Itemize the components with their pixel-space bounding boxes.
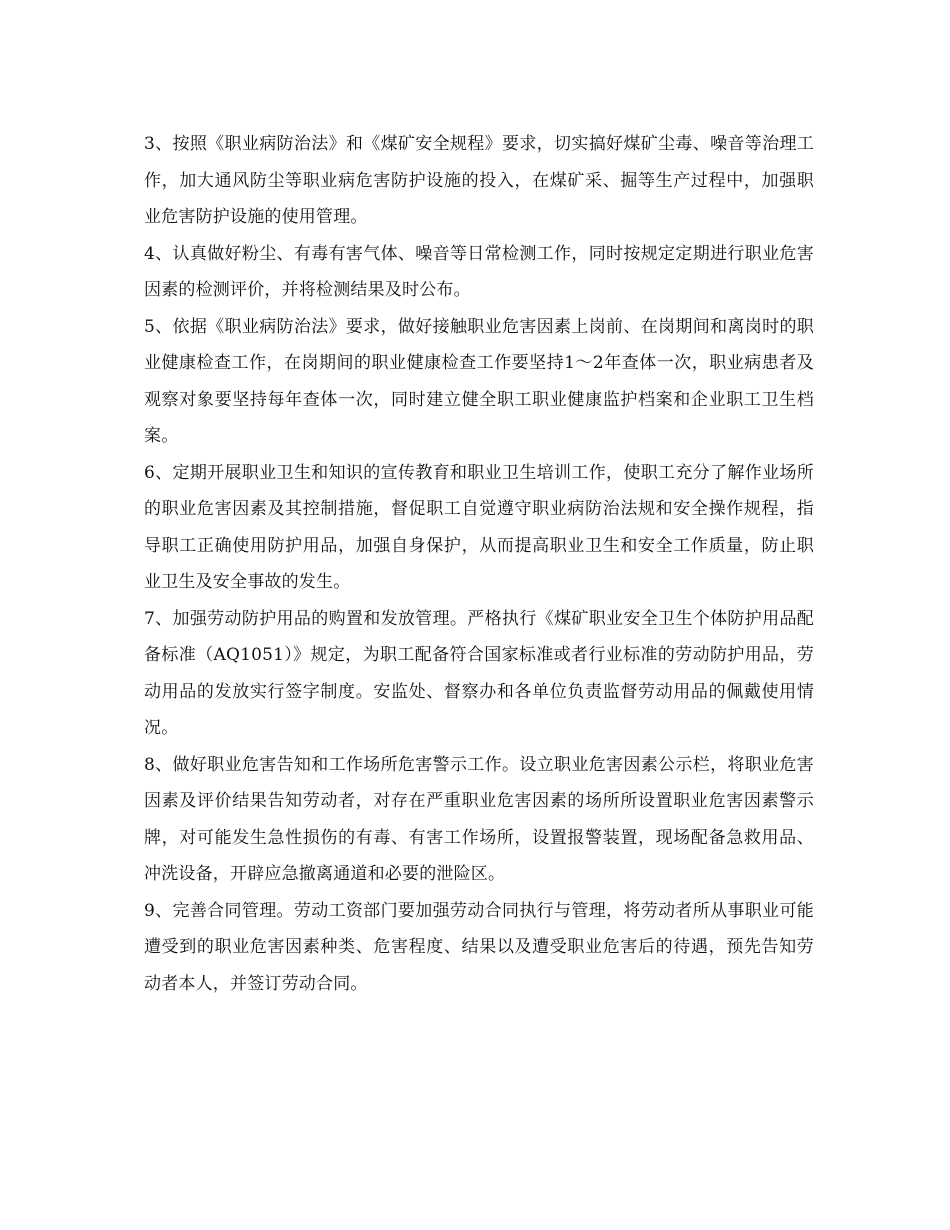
- paragraph-item-9: 9、完善合同管理。劳动工资部门要加强劳动合同执行与管理，将劳动者所从事职业可能遭受到的职业危害因素种类、危害程度、结果以及遭受职业危害后的待遇，预先告知劳动者本人，并签订劳动合同。: [144, 900, 814, 994]
- paragraph-item-3: 3、按照《职业病防治法》和《煤矿安全规程》要求，切实搞好煤矿尘毒、噪音等治理工作，加大通风防尘等职业病危害防护设施的投入，在煤矿采、掘等生产过程中，加强职业危害防护设施的使用管理。: [144, 134, 814, 227]
- document-body: [144, 126, 814, 1002]
- paragraph-item-8: 8、做好职业危害告知和工作场所危害警示工作。设立职业危害因素公示栏，将职业危害因素及评价结果告知劳动者，对存在严重职业危害因素的场所所设置职业危害因素警示牌，对可能发生急性损伤的有毒、有害工作场所，设置报警装置，现场配备急救用品、冲洗设备，开辟应急撤离通道和必要的泄险区。: [144, 754, 814, 884]
- paragraph-item-5: 5、依据《职业病防治法》要求，做好接触职业危害因素上岗前、在岗期间和离岗时的职业健康检查工作，在岗期间的职业健康检查工作要坚持1～2年查体一次，职业病患者及观察对象要坚持每年查体一次，同时建立健全职工职业健康监护档案和企业职工卫生档案。: [144, 316, 814, 446]
- paragraph-item-6: 6、定期开展职业卫生和知识的宣传教育和职业卫生培训工作，使职工充分了解作业场所的职业危害因素及其控制措施，督促职工自觉遵守职业病防治法规和安全操作规程，指导职工正确使用防护用品，加强自身保护，从而提高职业卫生和安全工作质量，防止职业卫生及安全事故的发生。: [144, 462, 814, 592]
- paragraph-item-4: 4、认真做好粉尘、有毒有害气体、噪音等日常检测工作，同时按规定定期进行职业危害因素的检测评价，并将检测结果及时公布。: [144, 243, 814, 300]
- paragraph-item-7: 7、加强劳动防护用品的购置和发放管理。严格执行《煤矿职业安全卫生个体防护用品配备标准（AQ1051）》规定，为职工配备符合国家标准或者行业标准的劳动防护用品，劳动用品的发放实行签字制度。安监处、督察办和各单位负责监督劳动用品的佩戴使用情况。: [144, 608, 814, 738]
